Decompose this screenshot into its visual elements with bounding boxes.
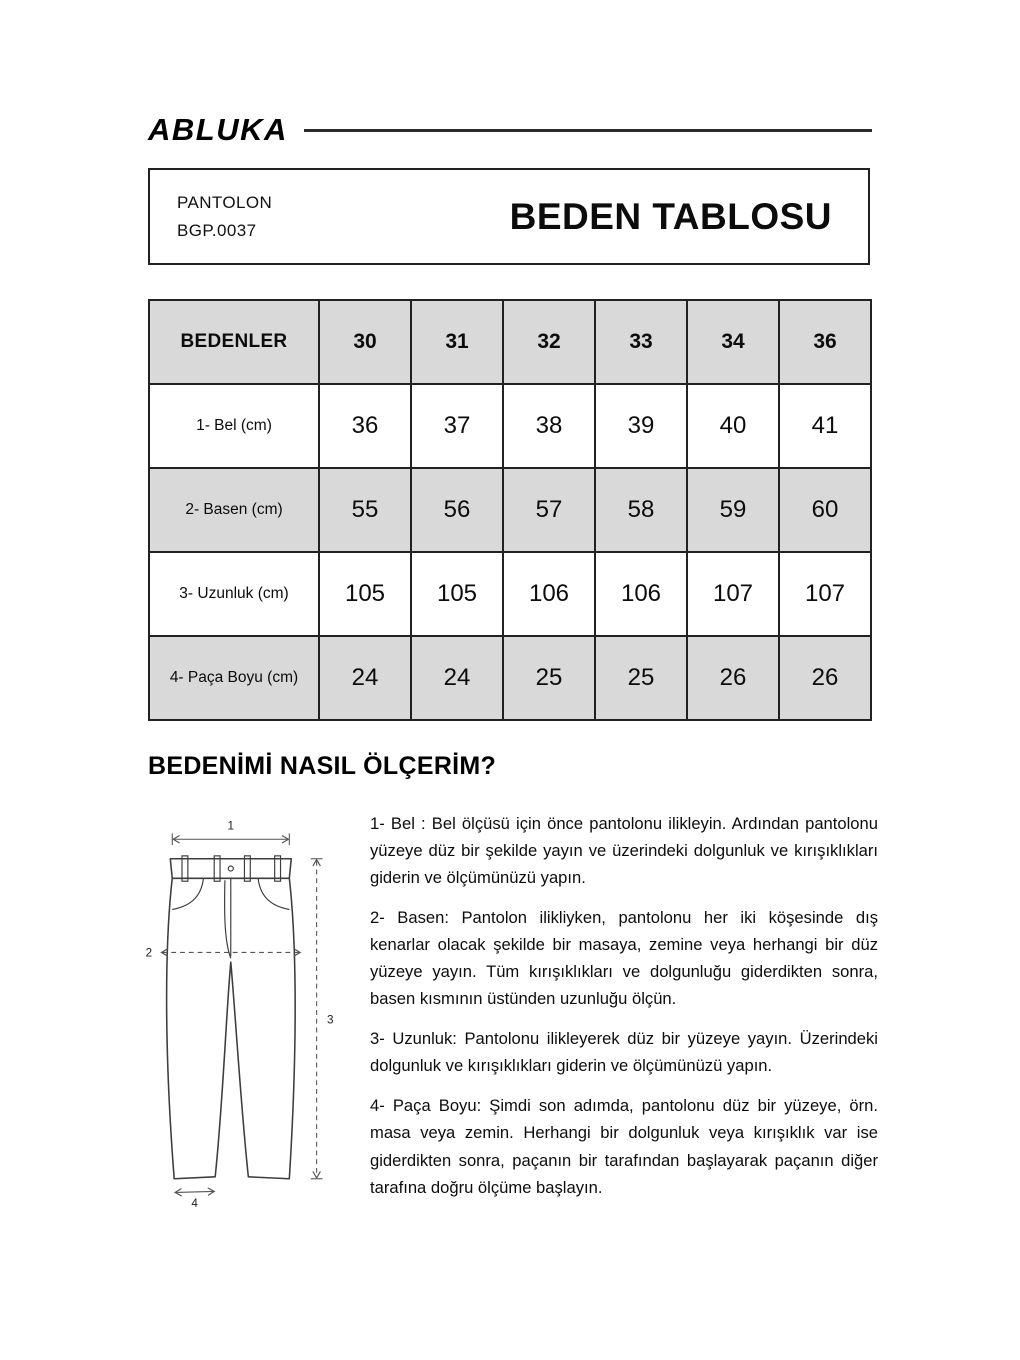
size-table bbox=[148, 299, 872, 721]
size-value: 25 bbox=[503, 636, 595, 720]
size-value: 26 bbox=[687, 636, 779, 720]
size-value: 56 bbox=[411, 468, 503, 552]
size-value: 40 bbox=[687, 384, 779, 468]
dimension-lines bbox=[162, 833, 322, 1192]
size-column-header: 36 bbox=[779, 300, 871, 384]
diagram-label-3-length: 3 bbox=[327, 1013, 334, 1027]
brand-header bbox=[148, 114, 872, 145]
size-value: 26 bbox=[779, 636, 871, 720]
brand-logo: ABLUKA bbox=[148, 112, 288, 147]
product-name: PANTOLON bbox=[177, 193, 273, 213]
size-value: 106 bbox=[503, 552, 595, 636]
size-value: 57 bbox=[503, 468, 595, 552]
row-label: 1- Bel (cm) bbox=[149, 384, 319, 468]
measure-step-2: 2- Basen: Pantolon ilikliyken, pantolonu her iki köşesinde dış kenarlar olacak şekilde bir masaya, zemine veya herhangi bir düz yüzeye yayın. Tüm kırışıklıkları ve dolgunluğu giderdikten sonra, basen kısmının üstünden uzunluğu ölçün. bbox=[370, 908, 878, 1009]
size-column-header: 32 bbox=[503, 300, 595, 384]
size-table-header-row bbox=[149, 300, 871, 384]
pants-diagram bbox=[100, 810, 344, 1215]
size-value: 37 bbox=[411, 384, 503, 468]
diagram-label-4-hem: 4 bbox=[191, 1197, 198, 1210]
measure-section-heading: BEDENİMİ NASIL ÖLÇERİM? bbox=[148, 752, 497, 780]
size-value: 24 bbox=[319, 636, 411, 720]
row-label: 3- Uzunluk (cm) bbox=[149, 552, 319, 636]
size-value: 107 bbox=[779, 552, 871, 636]
size-value: 55 bbox=[319, 468, 411, 552]
product-info bbox=[177, 189, 272, 243]
size-value: 38 bbox=[503, 384, 595, 468]
size-value: 59 bbox=[687, 468, 779, 552]
row-label: 4- Paça Boyu (cm) bbox=[149, 636, 319, 720]
measure-section bbox=[100, 810, 878, 1215]
size-value: 36 bbox=[319, 384, 411, 468]
pants-line-art bbox=[100, 810, 344, 1210]
measure-step-3: 3- Uzunluk: Pantolonu ilikleyerek düz bir yüzeye yayın. Üzerindeki dolgunluk ve kırışıklıkları giderin ve ölçümünüzü yapın. bbox=[370, 1029, 878, 1076]
size-value: 25 bbox=[595, 636, 687, 720]
size-column-header: 33 bbox=[595, 300, 687, 384]
header-rule bbox=[304, 129, 872, 132]
row-label: 2- Basen (cm) bbox=[149, 468, 319, 552]
pants-detail-lines bbox=[172, 856, 289, 958]
size-value: 105 bbox=[411, 552, 503, 636]
size-value: 106 bbox=[595, 552, 687, 636]
size-value: 107 bbox=[687, 552, 779, 636]
measure-instructions bbox=[370, 810, 878, 1214]
size-value: 39 bbox=[595, 384, 687, 468]
size-value: 58 bbox=[595, 468, 687, 552]
diagram-label-1-waist: 1 bbox=[227, 819, 235, 833]
table-row-basen bbox=[149, 468, 871, 552]
table-row-bel bbox=[149, 384, 871, 468]
measure-step-4: 4- Paça Boyu: Şimdi son adımda, pantolonu düz bir yüzeye, örn. masa veya zemin. Herhangi bir dolgunluk veya kırışıklık var ise giderdikten sonra, paçanın bir tarafından başlayarak paçanın diğer tarafına doğru ölçüme başlayın. bbox=[370, 1096, 878, 1197]
size-column-header: 30 bbox=[319, 300, 411, 384]
measure-step-1: 1- Bel : Bel ölçüsü için önce pantolonu ilikleyin. Ardından pantolonu yüzeye düz bir şekilde yayın ve üzerindeki dolgunluk ve kırışıklıkları giderin ve ölçümünüzü yapın. bbox=[370, 814, 878, 888]
table-row-paca-boyu bbox=[149, 636, 871, 720]
size-value: 41 bbox=[779, 384, 871, 468]
page-title: BEDEN TABLOSU bbox=[509, 195, 832, 237]
product-code: BGP.0037 bbox=[177, 220, 257, 240]
table-corner-header: BEDENLER bbox=[149, 300, 319, 384]
diagram-label-2-hip: 2 bbox=[145, 946, 153, 960]
size-value: 105 bbox=[319, 552, 411, 636]
size-value: 24 bbox=[411, 636, 503, 720]
table-row-uzunluk bbox=[149, 552, 871, 636]
size-column-header: 31 bbox=[411, 300, 503, 384]
size-value: 60 bbox=[779, 468, 871, 552]
title-box bbox=[148, 168, 870, 265]
size-column-header: 34 bbox=[687, 300, 779, 384]
